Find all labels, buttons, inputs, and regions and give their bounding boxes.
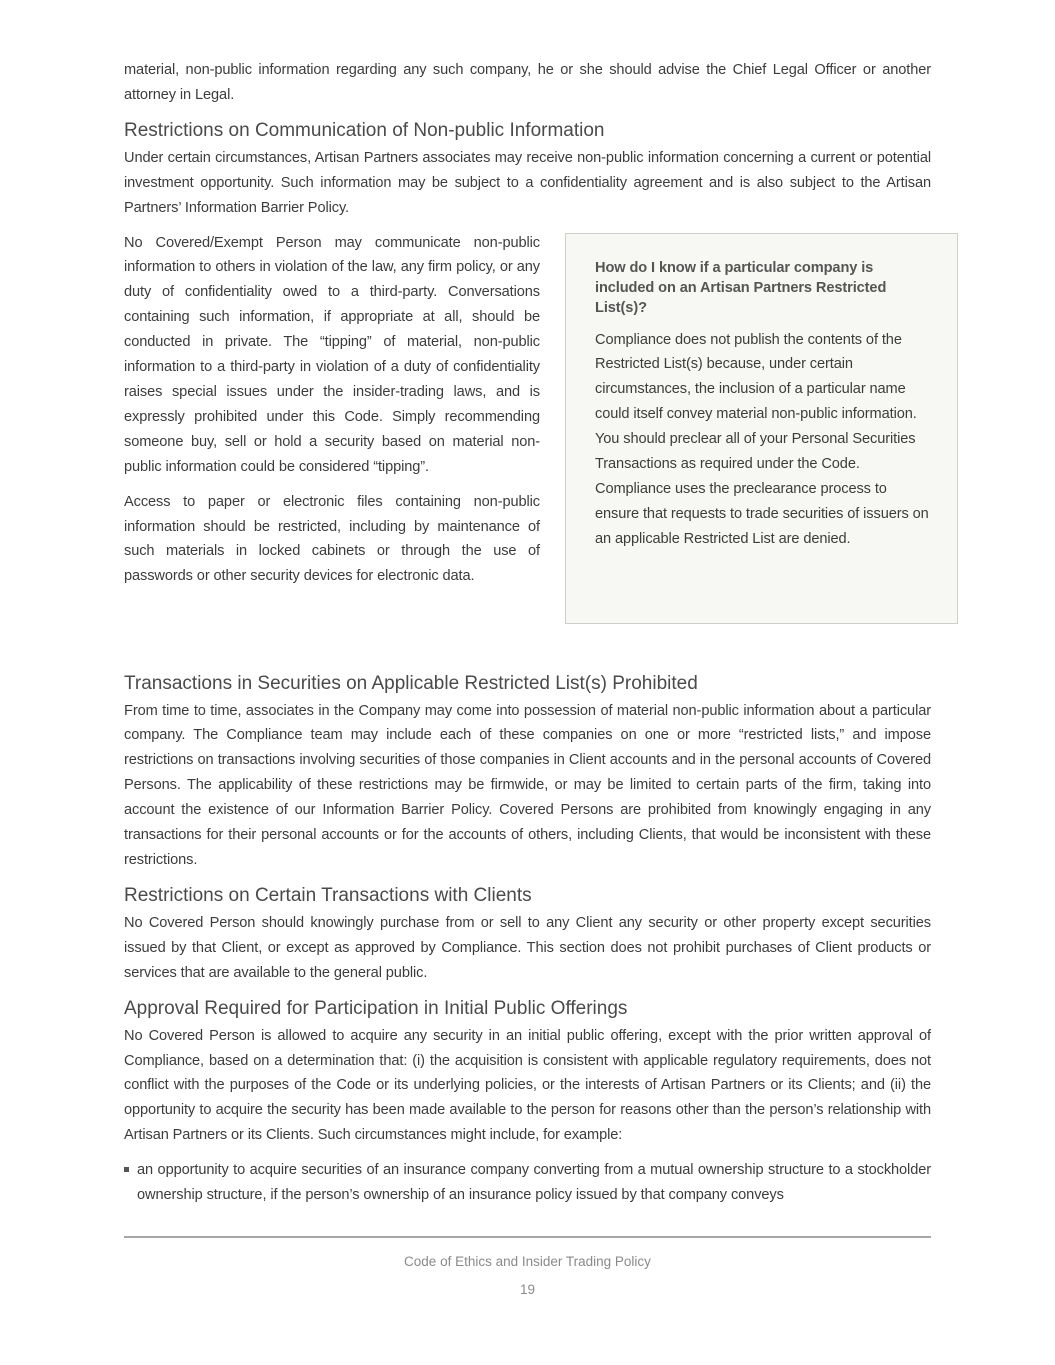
callout-answer: Compliance does not publish the contents of the Restricted List(s) because, under certain circumstances, the inclusion of a particular name could itself convey material non-public information. You should preclear all of your Personal Securities Transactions as required under the Code. Compliance uses the preclearance process to ensure that requests to trade securities of issuers on an applicable Restricted List are denied. xyxy=(595,331,929,547)
section-client-transactions xyxy=(124,883,931,986)
ipo-approval-paragraph: No Covered Person is allowed to acquire any security in an initial public offering, except with the prior written approval of Compliance, based on a determination that: (i) the acquisition is consistent with applicable regulatory requirements, does not conflict with the purposes of the Code or its underlying policies, or the interests of Artisan Partners or its Clients; and (ii) the opportunity to acquire the security has been made available to the person for reasons other than the person’s relationship with Artisan Partners or its Clients. Such circumstances might include, for example: xyxy=(124,1027,931,1144)
two-column-block xyxy=(124,231,931,671)
footer-page-number: 19 xyxy=(519,1282,536,1297)
intro-paragraph: material, non-public information regarding any such company, he or she should advise the Chief Legal Officer or another attorney in Legal. xyxy=(124,62,931,103)
footer-divider xyxy=(124,1236,931,1238)
client-transactions-paragraph: No Covered Person should knowingly purchase from or sell to any Client any security or other property except securities issued by that Client, or except as approved by Compliance. This section does not prohibit purchases of Client products or services that are available to the general public. xyxy=(124,914,931,981)
document-body xyxy=(124,58,931,1218)
restricted-list-transactions-paragraph: From time to time, associates in the Company may come into possession of material non-public information about a particular company. The Compliance team may include each of these companies on one or more “restricted lists,” and impose restrictions on transactions involving securities of those companies in Client accounts and in the personal accounts of Covered Persons. The applicability of these restrictions may be firmwide, or may be limited to certain parts of the firm, taking into account the existence of our Information Barrier Policy. Covered Persons are prohibited from knowingly engaging in any transactions for their personal accounts or for the accounts of others, including Clients, that would be inconsistent with these restrictions. xyxy=(124,702,931,868)
footer-document-title: Code of Ethics and Insider Trading Policy xyxy=(404,1254,651,1269)
restrictions-communication-paragraph: Under certain circumstances, Artisan Partners associates may receive non-public information concerning a current or potential investment opportunity. Such information may be subject to a confidentiality agreement and is also subject to the Artisan Partners’ Information Barrier Policy. xyxy=(124,149,931,216)
ipo-examples-list xyxy=(124,1158,931,1208)
section-ipo-approval xyxy=(124,996,931,1208)
section-heading-restricted-list-transactions: Transactions in Securities on Applicable Restricted List(s) Prohibited xyxy=(124,672,698,694)
restricted-list-callout-box xyxy=(565,233,958,624)
section-restricted-list-transactions xyxy=(124,671,931,873)
callout-question: How do I know if a particular company is included on an Artisan Partners Restricted List(s)? xyxy=(595,259,887,316)
section-heading-ipo-approval: Approval Required for Participation in Initial Public Offerings xyxy=(124,997,628,1019)
left-column xyxy=(124,231,540,590)
file-access-paragraph: Access to paper or electronic files containing non-public information should be restricted, including by maintenance of such materials in locked cabinets or through the use of passwords or other security devices for electronic data. xyxy=(124,493,540,585)
list-item-text: an opportunity to acquire securities of an insurance company converting from a mutual ownership structure to a stockholder ownership structure, if the person’s ownership of an insurance policy issued by that company conveys xyxy=(137,1162,931,1204)
square-bullet-icon xyxy=(124,1167,129,1172)
list-item xyxy=(124,1158,931,1208)
tipping-paragraph: No Covered/Exempt Person may communicate non-public information to others in violation of the law, any firm policy, or any duty of confidentiality owed to a third-party. Conversations containing such information, if appropriate at all, should be conducted in private. The “tipping” of material, non-public information to a third-party in violation of a duty of confidentiality raises special issues under the insider-trading laws, and is expressly prohibited under this Code. Simply recommending someone buy, sell or hold a security based on material non-public information could be considered “tipping”. xyxy=(124,234,540,475)
section-heading-restrictions-communication: Restrictions on Communication of Non-public Information xyxy=(124,119,605,141)
section-heading-client-transactions: Restrictions on Certain Transactions with Clients xyxy=(124,884,532,906)
